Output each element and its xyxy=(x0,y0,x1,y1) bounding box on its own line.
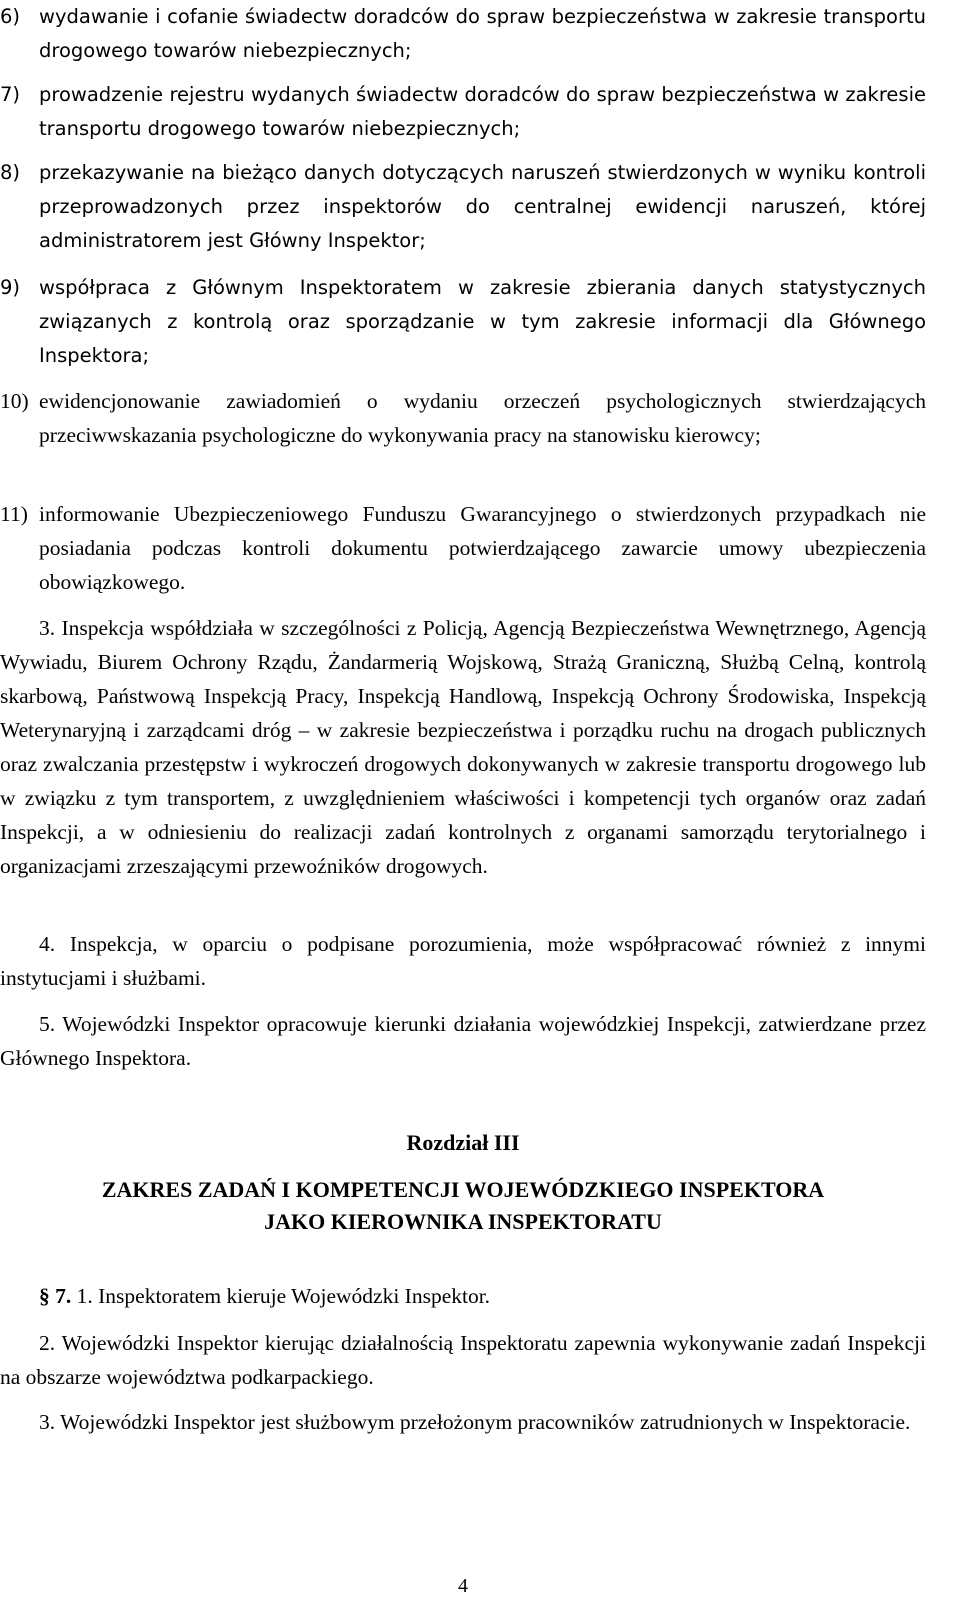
section-7-paragraph-3: 3. Wojewódzki Inspektor jest służbowym przełożonym pracowników zatrudnionych w Inspektoracie. xyxy=(39,1410,911,1434)
chapter-title: Rozdział III xyxy=(406,1130,520,1155)
list-item-text: ewidencjonowanie zawiadomień o wydaniu orzeczeń psychologicznych stwierdzających przeciwwskazania psychologiczne do wykonywania pracy na stanowisku kierowcy; xyxy=(39,389,926,447)
section-sign: § 7. xyxy=(39,1284,72,1308)
list-item-text: współpraca z Głównym Inspektoratem w zakresie zbierania danych statystycznych związanych z kontrolą oraz sporządzanie w tym zakresie informacji dla Głównego Inspektora; xyxy=(39,276,926,367)
paragraph-4: 4. Inspekcja, w oparciu o podpisane porozumienia, może współpracować również z innymi instytucjami i służbami. xyxy=(0,932,926,990)
section-7-paragraph-2: 2. Wojewódzki Inspektor kierując działalnością Inspektoratu zapewnia wykonywanie zadań Inspekcji na obszarze województwa podkarpackiego. xyxy=(0,1331,926,1389)
list-item-8 xyxy=(0,156,926,258)
paragraph-5: 5. Wojewódzki Inspektor opracowuje kierunki działania wojewódzkiej Inspekcji, zatwierdzane przez Głównego Inspektora. xyxy=(0,1012,926,1070)
list-item-6 xyxy=(0,0,926,68)
list-item-number: 11) xyxy=(0,502,28,526)
list-item-10 xyxy=(0,384,926,452)
list-item-11 xyxy=(0,497,926,599)
section-7-text-1: 1. Inspektoratem kieruje Wojewódzki Inspektor. xyxy=(76,1284,491,1308)
list-item-text: informowanie Ubezpieczeniowego Funduszu Gwarancyjnego o stwierdzonych przypadkach nie posiadania podczas kontroli dokumentu potwierdzającego zawarcie umowy ubezpieczenia obowiązkowego. xyxy=(39,502,926,594)
list-item-text: prowadzenie rejestru wydanych świadectw doradców do spraw bezpieczeństwa w zakresie transportu drogowego towarów niebezpiecznych; xyxy=(39,83,926,140)
list-item-number: 7) xyxy=(0,83,21,106)
list-item-text: wydawanie i cofanie świadectw doradców do spraw bezpieczeństwa w zakresie transportu drogowego towarów niebezpiecznych; xyxy=(39,5,926,62)
list-item-number: 6) xyxy=(0,5,21,28)
list-item-7 xyxy=(0,78,926,146)
list-item-9 xyxy=(0,271,926,373)
paragraph-3: 3. Inspekcja współdziała w szczególności z Policją, Agencją Bezpieczeństwa Wewnętrznego, Agencją Wywiadu, Biurem Ochrony Rządu, Żandarmerią Wojskową, Strażą Graniczną, Służbą Celną, kontrolą skarbową, Państwową Inspekcją Pracy, Inspekcją Handlową, Inspekcją Ochrony Środowiska, Inspekcją Weterynaryjną i zarządcami dróg – w zakresie bezpieczeństwa i porządku ruchu na drogach publicznych oraz zwalczania przestępstw i wykroczeń drogowych dokonywanych w zakresie transportu drogowego lub w związku z tym transportem, z uwzględnieniem właściwości i kompetencji tych organów oraz zadań Inspekcji, a w odniesieniu do realizacji zadań kontrolnych z organami samorządu terytorialnego i organizacjami zrzeszającymi przewoźników drogowych. xyxy=(0,616,926,878)
list-item-number: 9) xyxy=(0,276,21,299)
page-number: 4 xyxy=(458,1575,468,1597)
list-item-number: 8) xyxy=(0,161,21,184)
section-7-paragraph-1 xyxy=(0,1279,926,1313)
list-item-number: 10) xyxy=(0,389,29,413)
chapter-subtitle-line-2: JAKO KIEROWNIKA INSPEKTORATU xyxy=(264,1209,662,1234)
list-item-text: przekazywanie na bieżąco danych dotyczących naruszeń stwierdzonych w wyniku kontroli przeprowadzonych przez inspektorów do centralnej ewidencji naruszeń, której administratorem jest Główny Inspektor; xyxy=(39,161,926,252)
chapter-subtitle-line-1: ZAKRES ZADAŃ I KOMPETENCJI WOJEWÓDZKIEGO INSPEKTORA xyxy=(101,1177,825,1202)
